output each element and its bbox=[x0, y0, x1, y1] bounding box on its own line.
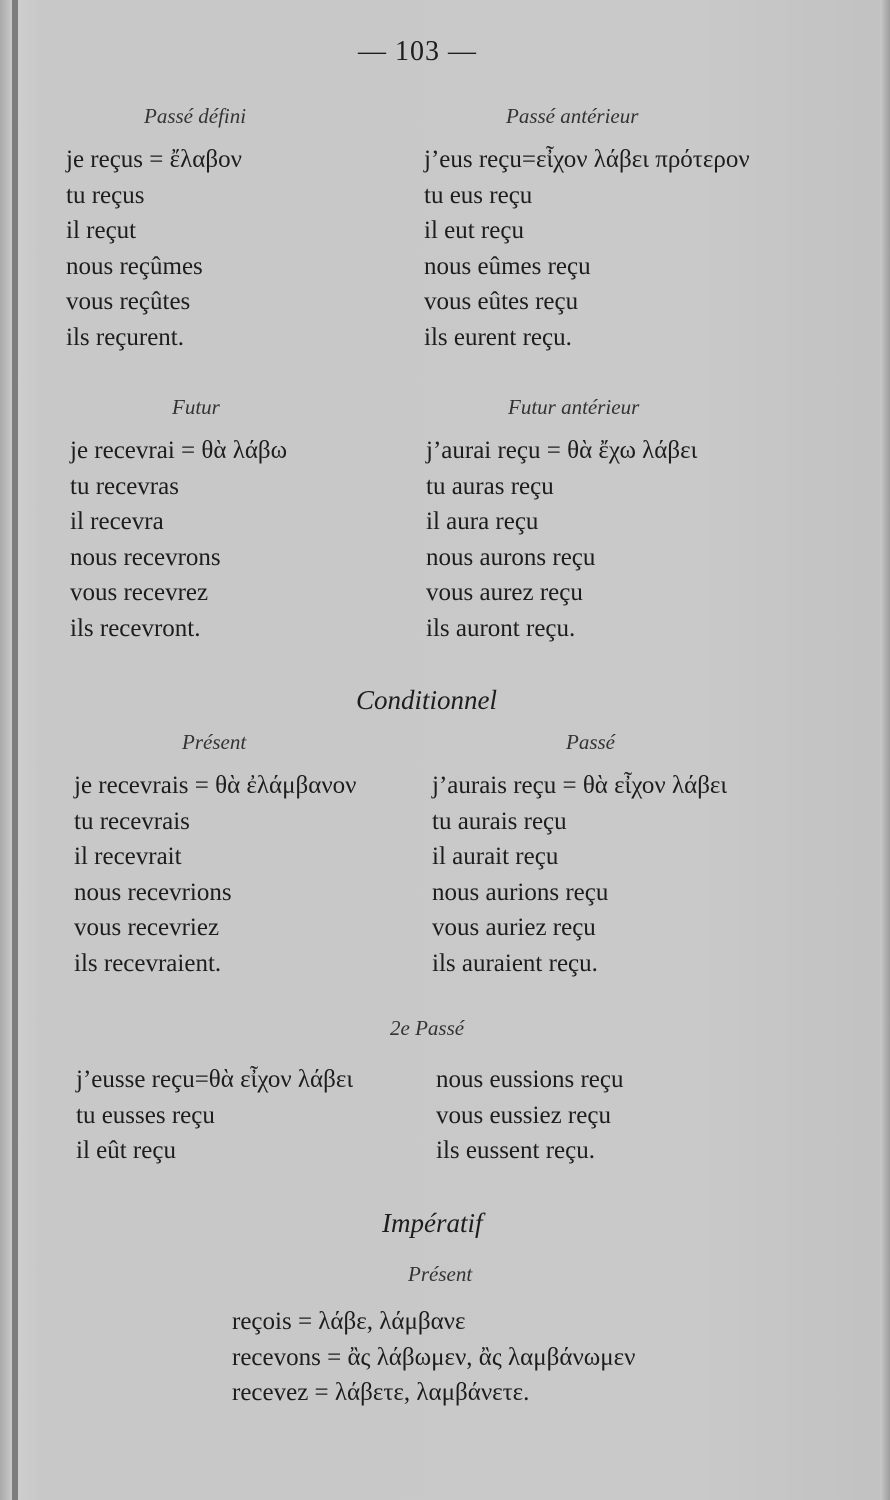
conjugation-line: nous recevrons bbox=[70, 543, 221, 571]
conjugation-line: j’aurais reçu = θὰ εἶχον λάβει bbox=[432, 772, 728, 799]
conjugation-line: ils auraient reçu. bbox=[432, 949, 598, 977]
conjugation-line: tu aurais reçu bbox=[432, 807, 567, 835]
conjugation-line: nous reçûmes bbox=[66, 252, 203, 280]
heading-imperatif: Impératif bbox=[382, 1208, 483, 1238]
conjugation-line: tu eus reçu bbox=[424, 181, 533, 209]
conjugation-line: nous aurions reçu bbox=[432, 878, 609, 906]
passe-anterieur-column bbox=[424, 142, 750, 355]
conjugation-line: vous aurez reçu bbox=[426, 579, 583, 606]
conjugation-line: je reçus = ἔλαβον bbox=[66, 146, 242, 173]
passe-defini-column bbox=[66, 142, 242, 355]
conjugation-line: il recevrait bbox=[74, 843, 182, 870]
heading-conditionnel: Conditionnel bbox=[356, 685, 497, 715]
conjugation-line: ils recevront. bbox=[70, 614, 201, 642]
conjugation-line: nous aurons reçu bbox=[426, 543, 596, 571]
conjugation-line: vous recevriez bbox=[74, 914, 220, 941]
page-number: — 103 — bbox=[358, 36, 477, 67]
page-spine bbox=[12, 0, 18, 1500]
conjugation-line: nous eussions reçu bbox=[436, 1066, 624, 1093]
conjugation-line: il aura reçu bbox=[426, 508, 539, 535]
conjugation-line: il recevra bbox=[70, 508, 164, 535]
conjugation-line: il aurait reçu bbox=[432, 843, 559, 870]
conjugation-line: il eût reçu bbox=[76, 1137, 176, 1164]
conjugation-line: recevons = ἂς λάβωμεν, ἂς λαμβάνωμεν bbox=[232, 1343, 636, 1371]
heading-futur-anterieur: Futur antérieur bbox=[508, 395, 640, 419]
conjugation-line: tu auras reçu bbox=[426, 472, 554, 500]
futur-anterieur-column bbox=[426, 433, 697, 646]
heading-imperatif-present: Présent bbox=[408, 1262, 473, 1286]
conjugation-line: ils reçurent. bbox=[66, 323, 185, 351]
conjugation-line: j’eusse reçu=θὰ εἶχον λάβει bbox=[76, 1066, 354, 1093]
page-edge bbox=[880, 0, 890, 1500]
conjugation-line: tu recevras bbox=[70, 472, 179, 500]
conjugation-line: ils eussent reçu. bbox=[436, 1137, 595, 1164]
heading-conditionnel-passe: Passé bbox=[566, 730, 615, 754]
conjugation-line: j’eus reçu=εἶχον λάβει πρότερον bbox=[424, 146, 750, 173]
conjugation-line: ils recevraient. bbox=[74, 949, 222, 977]
deuxieme-passe-left-column bbox=[76, 1062, 353, 1169]
conjugation-line: il reçut bbox=[66, 217, 137, 244]
heading-conditionnel-present: Présent bbox=[182, 730, 247, 754]
heading-passe-anterieur: Passé antérieur bbox=[506, 104, 639, 128]
conjugation-line: je recevrais = θὰ ἐλάμβανον bbox=[74, 772, 357, 799]
conjugation-line: nous recevrions bbox=[74, 878, 232, 906]
conjugation-line: reçois = λάβε, λάμβανε bbox=[232, 1308, 466, 1335]
heading-deuxieme-passe: 2e Passé bbox=[390, 1016, 465, 1040]
conjugation-line: vous eussiez reçu bbox=[436, 1101, 611, 1129]
conjugation-line: vous eûtes reçu bbox=[424, 288, 579, 315]
conjugation-line: tu eusses reçu bbox=[76, 1101, 215, 1129]
deuxieme-passe-right-column bbox=[436, 1062, 623, 1169]
conjugation-line: vous recevrez bbox=[70, 579, 209, 606]
conjugation-line: nous eûmes reçu bbox=[424, 252, 591, 280]
conjugation-line: il eut reçu bbox=[424, 217, 524, 244]
conjugation-line: ils eurent reçu. bbox=[424, 323, 572, 351]
imperatif-column bbox=[232, 1304, 635, 1411]
conjugation-line: tu reçus bbox=[66, 181, 145, 209]
heading-passe-defini: Passé défini bbox=[144, 104, 247, 128]
conjugation-line: tu recevrais bbox=[74, 807, 190, 835]
conditionnel-passe-column bbox=[432, 768, 727, 981]
conditionnel-present-column bbox=[74, 768, 356, 981]
conjugation-line: vous reçûtes bbox=[66, 288, 191, 315]
conjugation-line: j’aurai reçu = θὰ ἔχω λάβει bbox=[426, 437, 698, 464]
futur-column bbox=[70, 433, 287, 646]
conjugation-line: vous auriez reçu bbox=[432, 914, 596, 941]
conjugation-line: ils auront reçu. bbox=[426, 614, 576, 642]
heading-futur: Futur bbox=[172, 395, 220, 419]
conjugation-line: recevez = λάβετε, λαμβάνετε. bbox=[232, 1379, 530, 1406]
conjugation-line: je recevrai = θὰ λάβω bbox=[70, 437, 288, 464]
